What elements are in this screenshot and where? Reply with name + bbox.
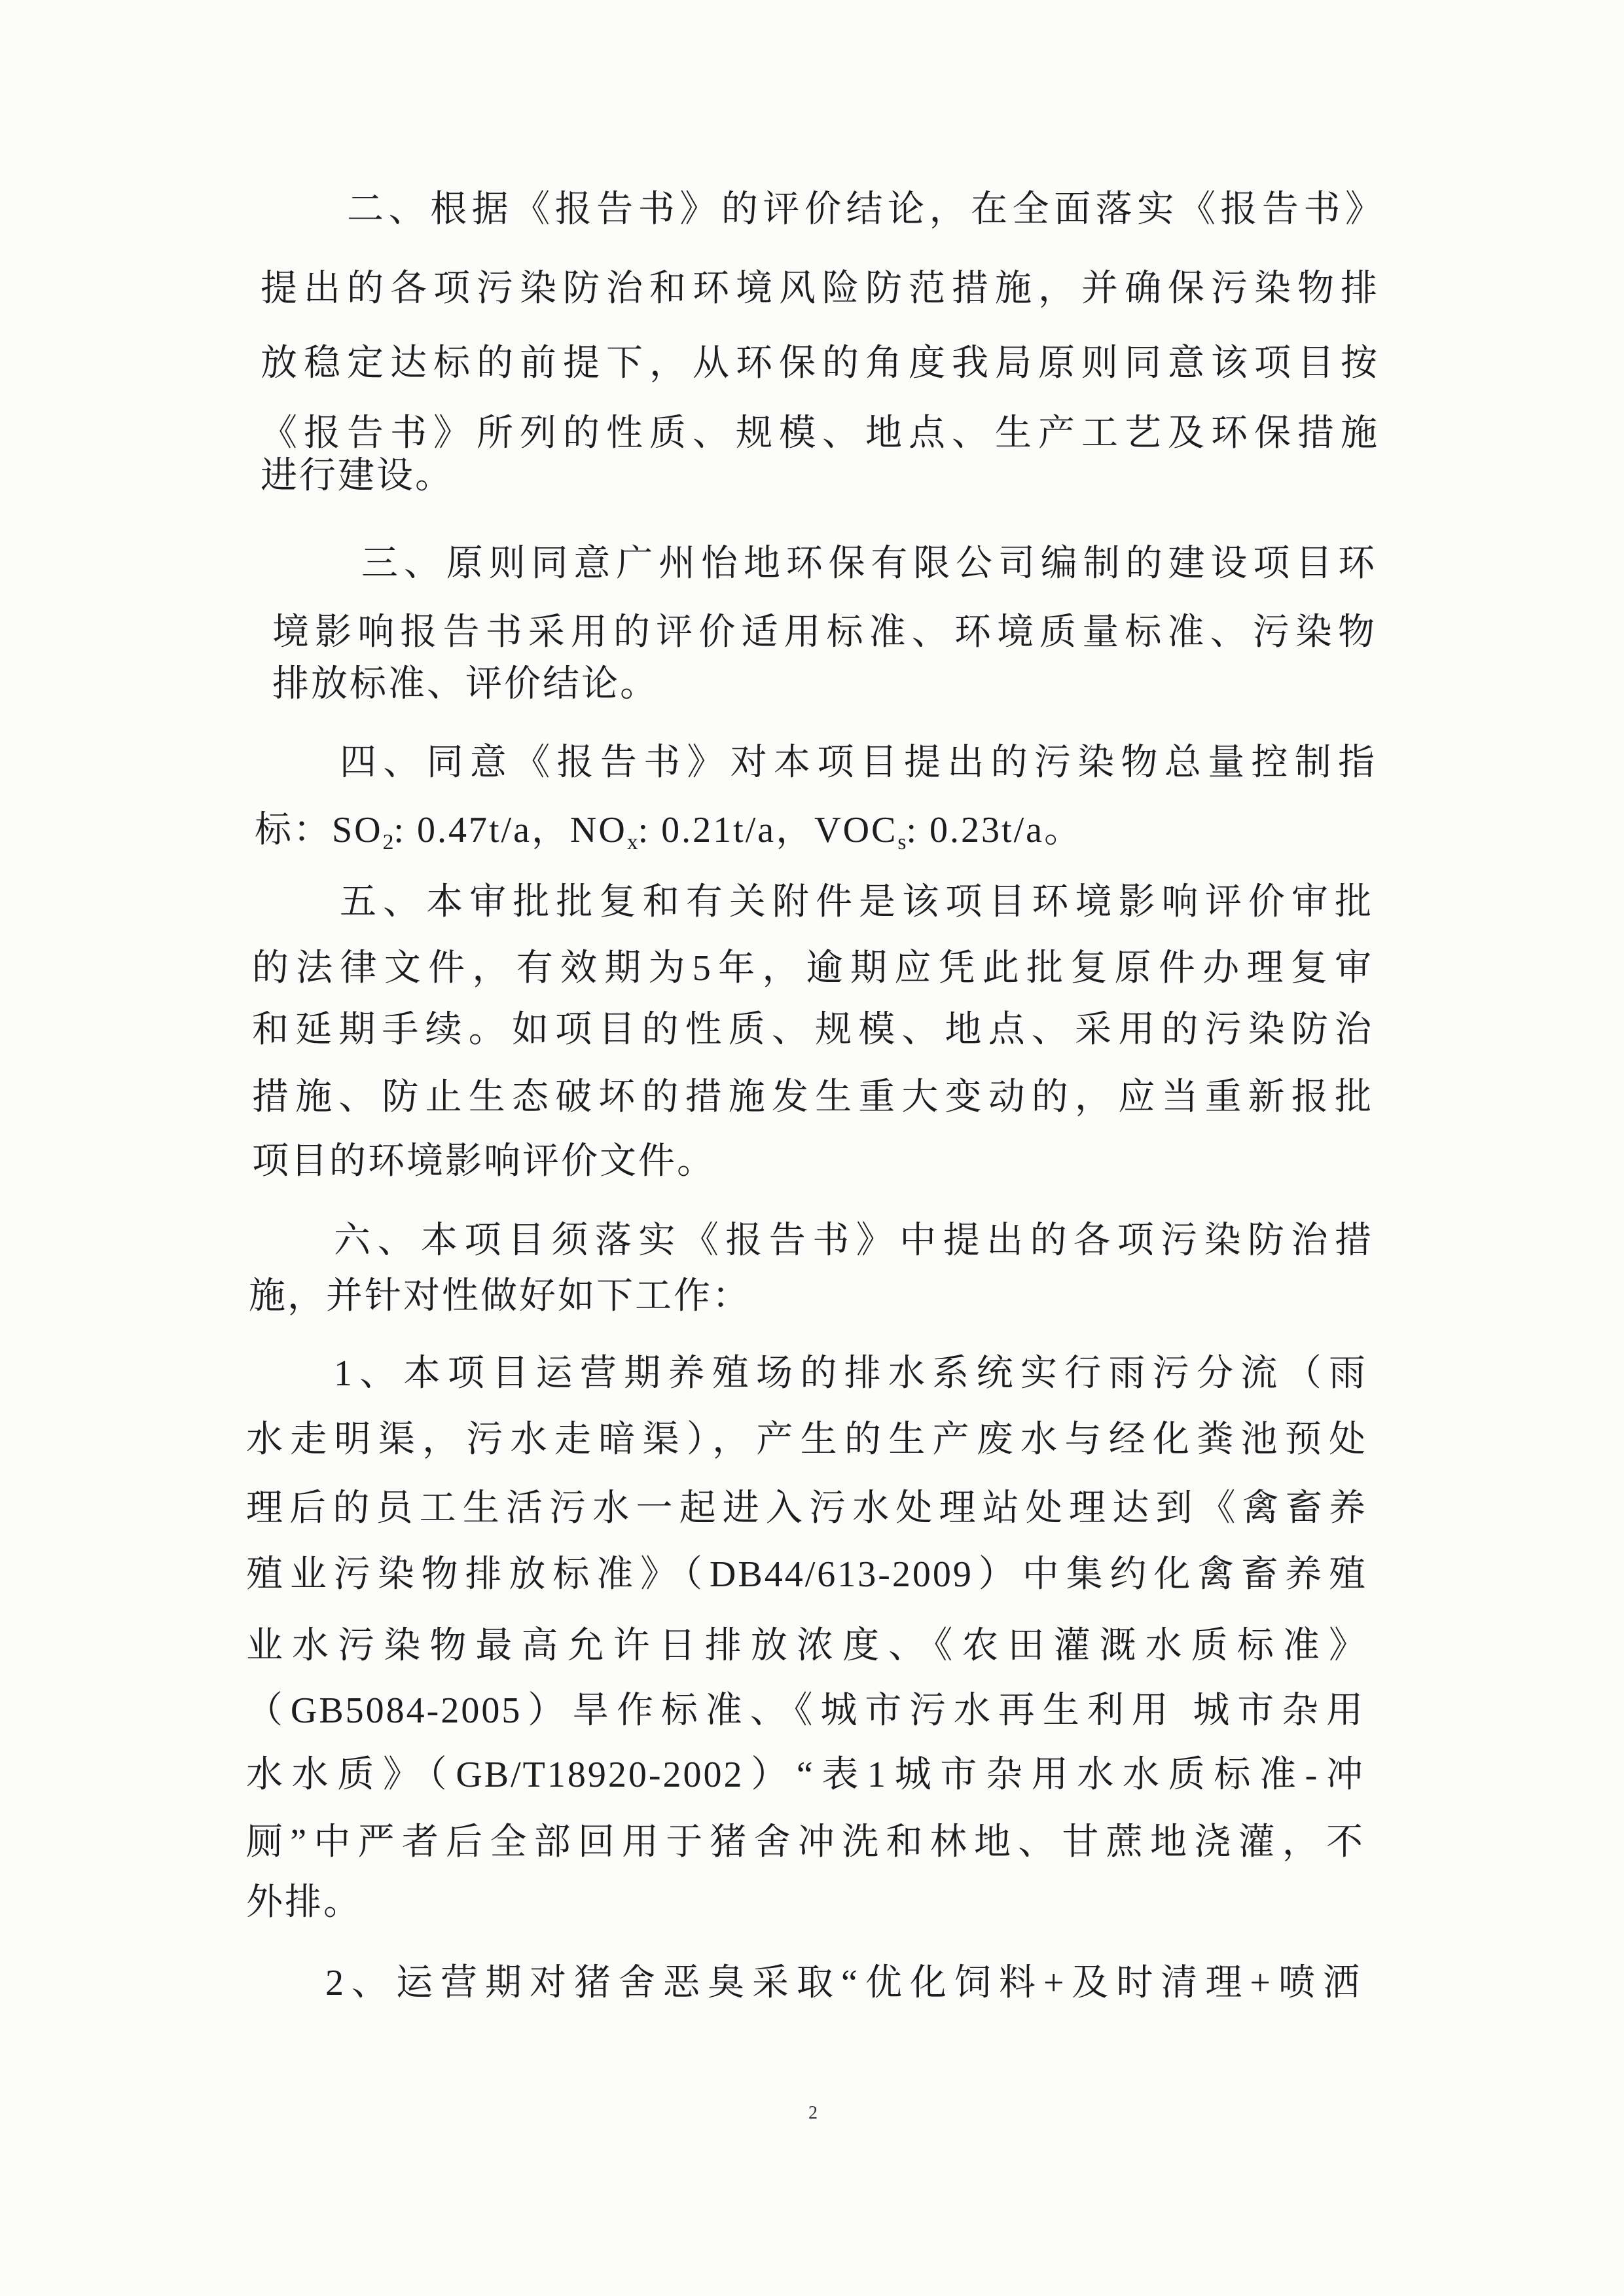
separator: ， [531, 810, 570, 850]
pollutant-formula: NO [569, 810, 627, 850]
pollutant-subscript: 2 [382, 829, 394, 854]
pollutant-formula: VOC [814, 810, 898, 850]
paragraph-line: 放稳定达标的前提下，从环保的角度我局原则同意该项目按 [261, 343, 1379, 384]
pollutant-quota-value: : 0.23t/a [906, 810, 1044, 850]
paragraph-line: 水走明渠，污水走暗渠），产生的生产废水与经化粪池预处 [246, 1419, 1367, 1460]
paragraph-line: 外排。 [246, 1882, 362, 1923]
paragraph-line: 2、运营期对猪舍恶臭采取“优化饲料+及时清理+喷洒 [325, 1963, 1362, 2003]
paragraph-line: 厕”中严者后全部回用于猪舍冲洗和林地、甘蔗地浇灌，不 [246, 1822, 1365, 1863]
paragraph-line: 项目的环境影响评价文件。 [252, 1141, 715, 1182]
paragraph-line: 殖业污染物排放标准》（DB44/613-2009）中集约化禽畜养殖 [246, 1554, 1367, 1595]
paragraph-line: 六、本项目须落实《报告书》中提出的各项污染防治措 [334, 1220, 1373, 1261]
separator: ， [776, 810, 815, 850]
paragraph-line: 排放标准、评价结论。 [272, 664, 659, 704]
paragraph-line: 五、本审批批复和有关附件是该项目环境影响评价审批 [340, 882, 1373, 922]
paragraph-line: 进行建设。 [261, 456, 454, 496]
paragraph-line: 水水质》（GB/T18920-2002）“表1城市杂用水水质标准-冲 [246, 1755, 1365, 1795]
paragraph-line: 和延期手续。如项目的性质、规模、地点、采用的污染防治 [252, 1010, 1373, 1050]
paragraph-line: 的法律文件，有效期为5年，逾期应凭此批复原件办理复审 [252, 948, 1373, 989]
pollutant-quota-value: : 0.21t/a [638, 810, 776, 850]
page-number: 2 [808, 2103, 818, 2123]
paragraph-line: （GB5084-2005）旱作标准、《城市污水再生利用 城市杂用 [246, 1690, 1365, 1731]
emission-quota-line [255, 797, 1083, 863]
paragraph-line: 理后的员工生活污水一起进入污水处理站处理达到《禽畜养 [246, 1488, 1367, 1529]
quota-label: 标： [255, 810, 332, 850]
paragraph-line: 四、同意《报告书》对本项目提出的污染物总量控制指 [340, 742, 1377, 783]
paragraph-line: 1、本项目运营期养殖场的排水系统实行雨污分流（雨 [334, 1353, 1367, 1394]
paragraph-line: 二、根据《报告书》的评价结论，在全面落实《报告书》 [347, 189, 1384, 230]
paragraph-line: 业水污染物最高允许日排放浓度、《农田灌溉水质标准》 [246, 1626, 1367, 1666]
paragraph-line: 措施、防止生态破坏的措施发生重大变动的，应当重新报批 [252, 1077, 1373, 1118]
pollutant-quota-value: : 0.47t/a [393, 810, 532, 850]
paragraph-line: 境影响报告书采用的评价适用标准、环境质量标准、污染物 [272, 612, 1377, 653]
pollutant-formula: SO [332, 810, 383, 850]
paragraph-line: 《报告书》所列的性质、规模、地点、生产工艺及环保措施 [261, 413, 1379, 454]
paragraph-line: 三、原则同意广州怡地环保有限公司编制的建设项目环 [361, 543, 1377, 584]
separator: 。 [1043, 810, 1083, 850]
pollutant-subscript: s [897, 829, 907, 854]
paragraph-line: 提出的各项污染防治和环境风险防范措施，并确保污染物排 [261, 268, 1379, 309]
paragraph-line: 施，并针对性做好如下工作： [249, 1276, 751, 1317]
pollutant-subscript: x [626, 829, 638, 854]
